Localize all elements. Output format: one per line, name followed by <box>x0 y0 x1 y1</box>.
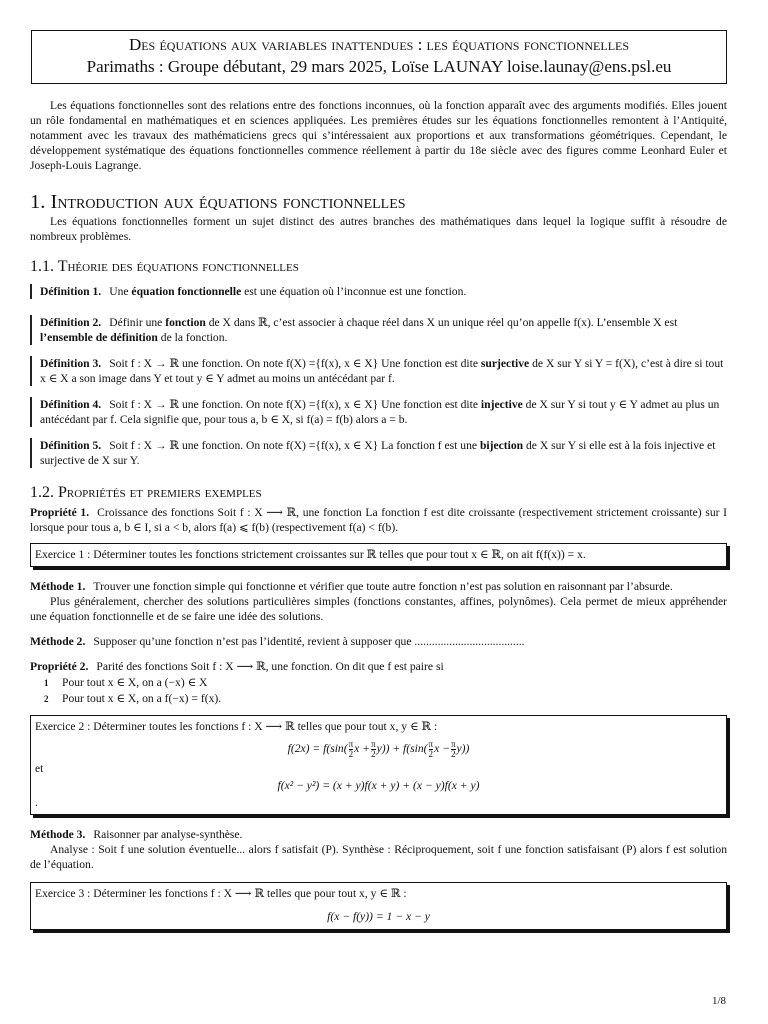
definition-1 <box>30 284 727 299</box>
definition-keyword: équation fonctionnelle <box>131 285 242 298</box>
definition-label: Définition 4. <box>40 398 102 411</box>
property-label: Propriété 2. <box>30 660 89 673</box>
exercise-2-equation-2: f(x² − y²) = (x + y)f(x + y) + (x − y)f(x + y) <box>277 779 480 792</box>
exercise-2-intro: Exercice 2 : Déterminer toutes les fonctions f : X ⟶ ℝ telles que pour tout x, y ∈ ℝ : <box>35 720 438 733</box>
document-page <box>30 30 727 942</box>
property-1 <box>30 505 727 535</box>
definition-label: Définition 2. <box>40 316 102 329</box>
list-text: Pour tout x ∈ X, on a f(−x) = f(x). <box>62 692 222 705</box>
definition-text: de X sur Y si elle est à la fois injective et surjective de X sur Y. <box>40 439 716 467</box>
exercise-3-box <box>30 882 727 930</box>
definition-text: est une équation où l’inconnue est une fonction. <box>241 285 467 298</box>
method-text: Raisonner par analyse-synthèse. <box>93 828 243 841</box>
list-number: 1 <box>44 678 49 688</box>
property-text: Parité des fonctions Soit f : X ⟶ ℝ, une fonction. On dit que f est paire si <box>96 660 444 673</box>
property-2 <box>30 659 727 674</box>
property-label: Propriété 1. <box>30 506 90 519</box>
definition-5 <box>30 438 727 468</box>
method-1-paragraph: Plus généralement, chercher des solutions particulières simples (fonctions constantes, affines, polynômes). Cela permet de mieux appréhender une équation fonctionnelle et de se faire une idée des solutions. <box>30 595 727 623</box>
intro-paragraph: Les équations fonctionnelles sont des relations entre des fonctions inconnues, où la fonction apparaît avec des arguments modifiés. Elles jouent un rôle fondamental en mathématiques et en sciences appliquées. Les premières études sur les équations fonctionnelles remontent à l’Antiquité, notamment avec les travaux des mathématiciens grecs qui s’intéressaient aux proportions et aux transformations géométriques. Cependant, le développement systématique des équations fonctionnelles commence réellement à partir du 18e siècle avec des figures comme Leonhard Euler et Joseph-Louis Lagrange. <box>30 99 727 172</box>
exercise-1-box <box>30 543 727 567</box>
definition-text: de X sur Y si Y = f(X), c’est à dire si tout x ∈ X a son image dans Y et tout y ∈ Y admet au moins un antécédant par f. <box>40 357 724 385</box>
page-number: 1/8 <box>711 995 726 1007</box>
property-text: Croissance des fonctions Soit f : X ⟶ ℝ, une fonction La fonction f est dite croissante (respectivement strictement croissante) sur I lorsque pour tous a, b ∈ I, si a < b, alors f(a) ⩽ f(b) (respectivement f(a) < f(b). <box>30 506 727 534</box>
list-text: Pour tout x ∈ X, on a (−x) ∈ X <box>62 676 208 689</box>
method-text: Trouver une fonction simple qui fonctionne et vérifier que toute autre fonction n’est pas solution en raisonnant par l’absurde. <box>93 580 673 593</box>
definition-text: Une <box>109 285 132 298</box>
exercise-1-text: Exercice 1 : Déterminer toutes les fonctions strictement croissantes sur ℝ telles que pour tout x ∈ ℝ, on ait f(f(x)) = x. <box>35 548 586 561</box>
definition-2 <box>30 315 727 345</box>
method-label: Méthode 3. <box>30 828 86 841</box>
definition-text: de la fonction. <box>157 331 228 344</box>
method-1 <box>30 579 727 594</box>
method-3-paragraph: Analyse : Soit f une solution éventuelle... alors f satisfait (P). Synthèse : Réciproquement, soit f une fonction satisfaisant (P) alors f est solution de l’équation. <box>30 843 727 871</box>
method-label: Méthode 2. <box>30 635 86 648</box>
definition-label: Définition 1. <box>40 285 102 298</box>
definition-keyword: surjective <box>480 357 530 370</box>
method-3 <box>30 827 727 842</box>
definition-keyword: l’ensemble de définition <box>40 331 158 344</box>
section-1-title: 1. Introduction aux équations fonctionnelles <box>30 191 406 213</box>
exercise-2-box <box>30 715 727 815</box>
method-text: Supposer qu’une fonction n’est pas l’identité, revient à supposer que ...................................... <box>93 635 525 648</box>
title-box <box>31 30 727 84</box>
exercise-3-intro: Exercice 3 : Déterminer les fonctions f : X ⟶ ℝ telles que pour tout x, y ∈ ℝ : <box>35 887 407 900</box>
definition-text: Soit f : X → ℝ une fonction. On note f(X) ={f(x), x ∈ X} La fonction f est une <box>109 439 480 452</box>
document-subtitle: Parimaths : Groupe débutant, 29 mars 2025, Loïse LAUNAY loise.launay@ens.psl.eu <box>86 57 672 76</box>
definition-text: Soit f : X → ℝ une fonction. On note f(X) ={f(x), x ∈ X} Une fonction est dite <box>109 398 481 411</box>
exercise-2-and: et <box>35 762 44 775</box>
section-1-lead: Les équations fonctionnelles forment un sujet distinct des autres branches des mathématiques dans lequel la logique suffit à résoudre de nombreux problèmes. <box>30 215 727 243</box>
definition-label: Définition 3. <box>40 357 102 370</box>
property-2-list <box>30 675 727 707</box>
definition-keyword: injective <box>480 398 523 411</box>
list-item <box>44 675 727 691</box>
definition-text: Définir une <box>109 316 166 329</box>
list-number: 2 <box>44 694 49 704</box>
list-item <box>44 691 727 707</box>
exercise-2-equation-1: f(2x) = f(sin( $\frac{\pi}{2}$ x + $\frac{\pi}{2}$ y)) + f(sin( $\frac{\pi}{2}$ x − $\frac{\pi}{2}$ y)) <box>287 739 470 759</box>
document-title: Des équations aux variables inattendues : les équations fonctionnelles <box>128 35 630 54</box>
method-label: Méthode 1. <box>30 580 86 593</box>
subsection-1-2-title: 1.2. Propriétés et premiers exemples <box>30 484 262 501</box>
exercise-3-equation: f(x − f(y)) = 1 − x − y <box>327 910 430 923</box>
definition-text: de X sur Y si tout y ∈ Y admet au plus un antécédant par f. Cela signifie que, pour tous a, b ∈ X, si f(a) = f(b) alors a = b. <box>40 398 720 426</box>
definition-text: de X dans ℝ, c’est associer à chaque réel dans X un unique réel qu’on appelle f(x). L’ensemble X est <box>205 316 678 329</box>
definition-keyword: fonction <box>165 316 206 329</box>
definition-keyword: bijection <box>479 439 524 452</box>
definition-3 <box>30 356 727 386</box>
subsection-1-1-title: 1.1. Théorie des équations fonctionnelles <box>30 258 299 275</box>
definition-4 <box>30 397 727 427</box>
definition-label: Définition 5. <box>40 439 102 452</box>
definition-text: Soit f : X → ℝ une fonction. On note f(X) ={f(x), x ∈ X} Une fonction est dite <box>109 357 481 370</box>
method-2 <box>30 634 727 649</box>
exercise-2-end: . <box>35 796 38 809</box>
